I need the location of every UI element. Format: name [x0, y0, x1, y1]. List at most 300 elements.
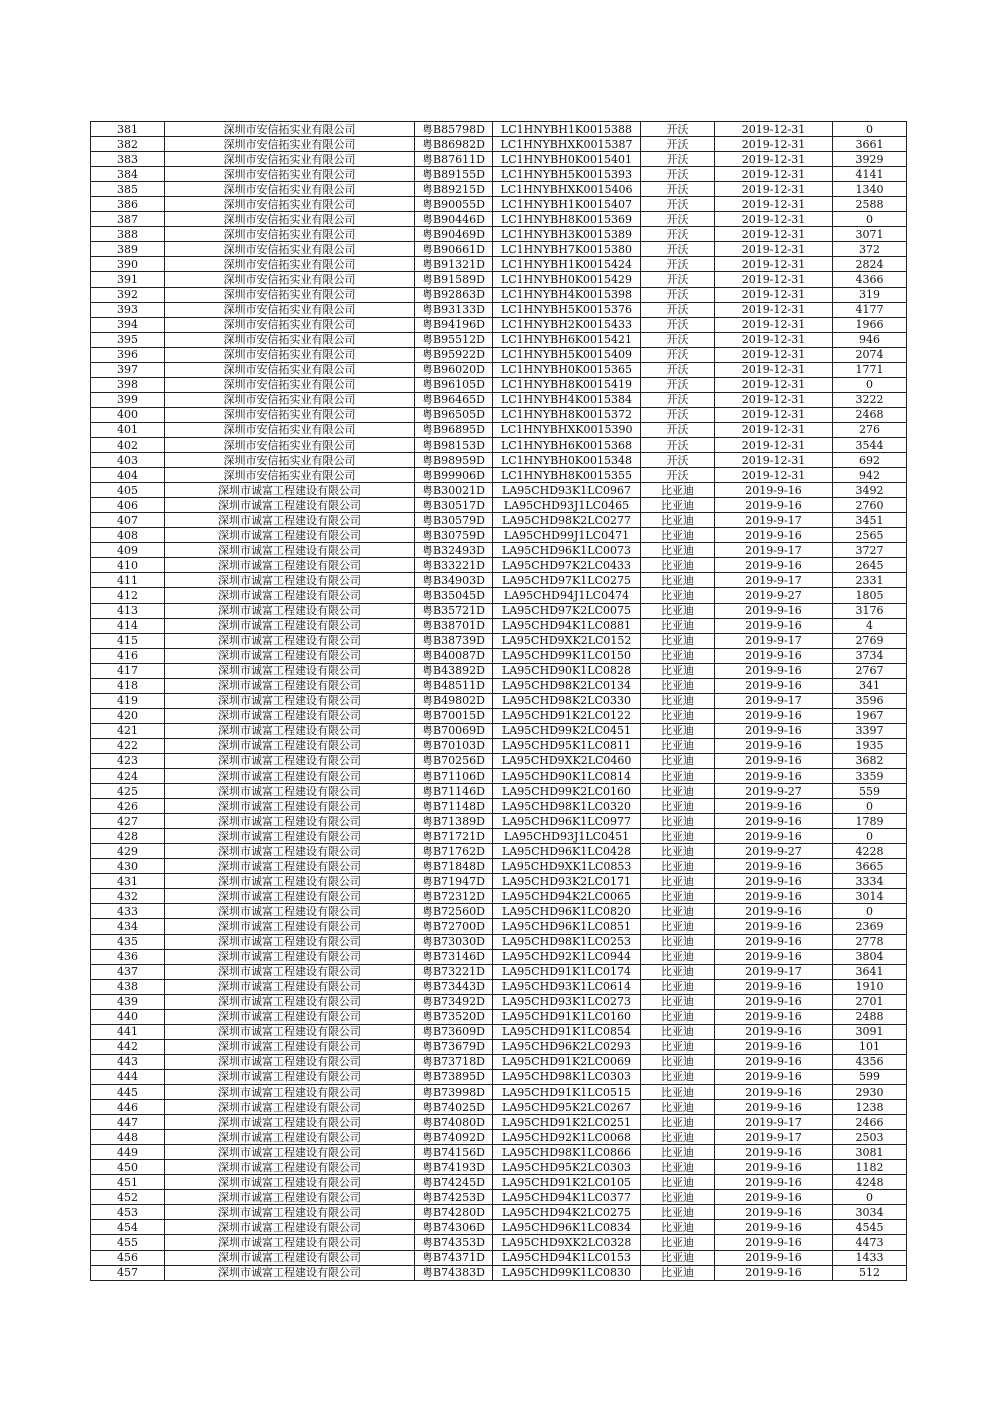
- date-cell: 2019-9-16: [715, 1205, 833, 1220]
- brand-cell: 比亚迪: [641, 784, 715, 799]
- value-cell: 1771: [833, 362, 907, 377]
- company-name-cell: 深圳市安信拓实业有限公司: [165, 122, 415, 137]
- brand-cell: 比亚迪: [641, 723, 715, 738]
- vin-cell: LA95CHD91K1LC0174: [493, 964, 641, 979]
- table-row: [91, 422, 907, 437]
- license-plate-cell: 粤B94196D: [415, 317, 493, 332]
- date-cell: 2019-9-16: [715, 1190, 833, 1205]
- row-number-cell: 457: [91, 1265, 165, 1280]
- value-cell: 942: [833, 468, 907, 483]
- company-name-cell: 深圳市诚富工程建设有限公司: [165, 663, 415, 678]
- company-name-cell: 深圳市诚富工程建设有限公司: [165, 1130, 415, 1145]
- value-cell: 372: [833, 242, 907, 257]
- company-name-cell: 深圳市安信拓实业有限公司: [165, 453, 415, 468]
- value-cell: 2767: [833, 663, 907, 678]
- company-name-cell: 深圳市安信拓实业有限公司: [165, 152, 415, 167]
- row-number-cell: 419: [91, 693, 165, 708]
- date-cell: 2019-12-31: [715, 137, 833, 152]
- row-number-cell: 435: [91, 934, 165, 949]
- company-name-cell: 深圳市诚富工程建设有限公司: [165, 964, 415, 979]
- license-plate-cell: 粤B35045D: [415, 588, 493, 603]
- date-cell: 2019-9-16: [715, 1145, 833, 1160]
- table-row: [91, 844, 907, 859]
- value-cell: 4: [833, 618, 907, 633]
- license-plate-cell: 粤B71762D: [415, 844, 493, 859]
- brand-cell: 比亚迪: [641, 573, 715, 588]
- date-cell: 2019-9-16: [715, 1175, 833, 1190]
- table-row: [91, 829, 907, 844]
- vehicle-records-table: [90, 121, 907, 1281]
- vin-cell: LA95CHD96K1LC0977: [493, 814, 641, 829]
- row-number-cell: 445: [91, 1085, 165, 1100]
- company-name-cell: 深圳市安信拓实业有限公司: [165, 242, 415, 257]
- company-name-cell: 深圳市安信拓实业有限公司: [165, 407, 415, 422]
- company-name-cell: 深圳市诚富工程建设有限公司: [165, 543, 415, 558]
- license-plate-cell: 粤B72700D: [415, 919, 493, 934]
- license-plate-cell: 粤B74025D: [415, 1100, 493, 1115]
- value-cell: 4248: [833, 1175, 907, 1190]
- table-row: [91, 302, 907, 317]
- license-plate-cell: 粤B90661D: [415, 242, 493, 257]
- license-plate-cell: 粤B74306D: [415, 1220, 493, 1235]
- vin-cell: LA95CHD98K1LC0866: [493, 1145, 641, 1160]
- license-plate-cell: 粤B95512D: [415, 332, 493, 347]
- license-plate-cell: 粤B71389D: [415, 814, 493, 829]
- vin-cell: LC1HNYBH7K0015380: [493, 242, 641, 257]
- value-cell: 1967: [833, 708, 907, 723]
- brand-cell: 比亚迪: [641, 829, 715, 844]
- company-name-cell: 深圳市安信拓实业有限公司: [165, 197, 415, 212]
- row-number-cell: 441: [91, 1024, 165, 1039]
- vin-cell: LA95CHD90K1LC0814: [493, 769, 641, 784]
- date-cell: 2019-12-31: [715, 197, 833, 212]
- license-plate-cell: 粤B96465D: [415, 392, 493, 407]
- table-row: [91, 1175, 907, 1190]
- date-cell: 2019-9-16: [715, 603, 833, 618]
- license-plate-cell: 粤B90055D: [415, 197, 493, 212]
- company-name-cell: 深圳市安信拓实业有限公司: [165, 227, 415, 242]
- value-cell: 1966: [833, 317, 907, 332]
- table-row: [91, 317, 907, 332]
- row-number-cell: 427: [91, 814, 165, 829]
- date-cell: 2019-12-31: [715, 468, 833, 483]
- value-cell: 2466: [833, 1115, 907, 1130]
- table-row: [91, 663, 907, 678]
- date-cell: 2019-9-27: [715, 844, 833, 859]
- brand-cell: 比亚迪: [641, 1190, 715, 1205]
- date-cell: 2019-12-31: [715, 377, 833, 392]
- license-plate-cell: 粤B73221D: [415, 964, 493, 979]
- license-plate-cell: 粤B73520D: [415, 1009, 493, 1024]
- row-number-cell: 399: [91, 392, 165, 407]
- company-name-cell: 深圳市安信拓实业有限公司: [165, 392, 415, 407]
- value-cell: 1805: [833, 588, 907, 603]
- row-number-cell: 409: [91, 543, 165, 558]
- brand-cell: 比亚迪: [641, 919, 715, 934]
- company-name-cell: 深圳市诚富工程建设有限公司: [165, 1069, 415, 1084]
- table-row: [91, 678, 907, 693]
- brand-cell: 比亚迪: [641, 994, 715, 1009]
- license-plate-cell: 粤B43892D: [415, 663, 493, 678]
- license-plate-cell: 粤B74092D: [415, 1130, 493, 1145]
- row-number-cell: 440: [91, 1009, 165, 1024]
- value-cell: 3929: [833, 152, 907, 167]
- row-number-cell: 411: [91, 573, 165, 588]
- company-name-cell: 深圳市诚富工程建设有限公司: [165, 708, 415, 723]
- row-number-cell: 437: [91, 964, 165, 979]
- date-cell: 2019-9-27: [715, 784, 833, 799]
- brand-cell: 比亚迪: [641, 603, 715, 618]
- table-row: [91, 167, 907, 182]
- date-cell: 2019-9-16: [715, 889, 833, 904]
- date-cell: 2019-9-17: [715, 964, 833, 979]
- row-number-cell: 456: [91, 1250, 165, 1265]
- row-number-cell: 446: [91, 1100, 165, 1115]
- brand-cell: 比亚迪: [641, 874, 715, 889]
- row-number-cell: 386: [91, 197, 165, 212]
- table-row: [91, 1009, 907, 1024]
- value-cell: 3034: [833, 1205, 907, 1220]
- date-cell: 2019-9-16: [715, 874, 833, 889]
- value-cell: 599: [833, 1069, 907, 1084]
- license-plate-cell: 粤B30579D: [415, 513, 493, 528]
- brand-cell: 比亚迪: [641, 1024, 715, 1039]
- vin-cell: LC1HNYBH0K0015429: [493, 272, 641, 287]
- value-cell: 2778: [833, 934, 907, 949]
- row-number-cell: 385: [91, 182, 165, 197]
- vin-cell: LA95CHD96K1LC0834: [493, 1220, 641, 1235]
- table-row: [91, 1054, 907, 1069]
- vin-cell: LA95CHD96K1LC0073: [493, 543, 641, 558]
- value-cell: 3359: [833, 769, 907, 784]
- brand-cell: 比亚迪: [641, 1115, 715, 1130]
- license-plate-cell: 粤B74371D: [415, 1250, 493, 1265]
- brand-cell: 开沃: [641, 227, 715, 242]
- row-number-cell: 400: [91, 407, 165, 422]
- license-plate-cell: 粤B91589D: [415, 272, 493, 287]
- company-name-cell: 深圳市诚富工程建设有限公司: [165, 994, 415, 1009]
- date-cell: 2019-12-31: [715, 302, 833, 317]
- company-name-cell: 深圳市安信拓实业有限公司: [165, 347, 415, 362]
- row-number-cell: 436: [91, 949, 165, 964]
- row-number-cell: 404: [91, 468, 165, 483]
- date-cell: 2019-9-16: [715, 1054, 833, 1069]
- date-cell: 2019-9-17: [715, 1130, 833, 1145]
- date-cell: 2019-9-16: [715, 859, 833, 874]
- value-cell: 4356: [833, 1054, 907, 1069]
- license-plate-cell: 粤B74353D: [415, 1235, 493, 1250]
- license-plate-cell: 粤B89215D: [415, 182, 493, 197]
- row-number-cell: 431: [91, 874, 165, 889]
- value-cell: 2074: [833, 347, 907, 362]
- vin-cell: LA95CHD9XK2LC0328: [493, 1235, 641, 1250]
- brand-cell: 开沃: [641, 167, 715, 182]
- row-number-cell: 451: [91, 1175, 165, 1190]
- value-cell: 2488: [833, 1009, 907, 1024]
- brand-cell: 比亚迪: [641, 1100, 715, 1115]
- brand-cell: 比亚迪: [641, 663, 715, 678]
- date-cell: 2019-9-17: [715, 633, 833, 648]
- company-name-cell: 深圳市诚富工程建设有限公司: [165, 1100, 415, 1115]
- date-cell: 2019-9-16: [715, 1085, 833, 1100]
- brand-cell: 比亚迪: [641, 859, 715, 874]
- company-name-cell: 深圳市诚富工程建设有限公司: [165, 633, 415, 648]
- table-row: [91, 453, 907, 468]
- vin-cell: LA95CHD95K2LC0303: [493, 1160, 641, 1175]
- table-row: [91, 347, 907, 362]
- value-cell: 3091: [833, 1024, 907, 1039]
- value-cell: 3734: [833, 648, 907, 663]
- value-cell: 4228: [833, 844, 907, 859]
- date-cell: 2019-9-16: [715, 949, 833, 964]
- company-name-cell: 深圳市诚富工程建设有限公司: [165, 904, 415, 919]
- company-name-cell: 深圳市安信拓实业有限公司: [165, 422, 415, 437]
- row-number-cell: 430: [91, 859, 165, 874]
- date-cell: 2019-9-16: [715, 1024, 833, 1039]
- value-cell: 2760: [833, 498, 907, 513]
- table-row: [91, 362, 907, 377]
- value-cell: 276: [833, 422, 907, 437]
- vin-cell: LC1HNYBH1K0015407: [493, 197, 641, 212]
- table-row: [91, 859, 907, 874]
- table-row: [91, 814, 907, 829]
- row-number-cell: 388: [91, 227, 165, 242]
- brand-cell: 开沃: [641, 392, 715, 407]
- vin-cell: LA95CHD9XK2LC0460: [493, 753, 641, 768]
- vin-cell: LC1HNYBH0K0015348: [493, 453, 641, 468]
- table-row: [91, 723, 907, 738]
- date-cell: 2019-9-16: [715, 1009, 833, 1024]
- license-plate-cell: 粤B72560D: [415, 904, 493, 919]
- value-cell: 2930: [833, 1085, 907, 1100]
- table-row: [91, 407, 907, 422]
- brand-cell: 开沃: [641, 137, 715, 152]
- table-row: [91, 934, 907, 949]
- brand-cell: 比亚迪: [641, 693, 715, 708]
- vin-cell: LA95CHD97K2LC0075: [493, 603, 641, 618]
- company-name-cell: 深圳市诚富工程建设有限公司: [165, 934, 415, 949]
- brand-cell: 比亚迪: [641, 904, 715, 919]
- license-plate-cell: 粤B71721D: [415, 829, 493, 844]
- brand-cell: 比亚迪: [641, 1009, 715, 1024]
- brand-cell: 比亚迪: [641, 1265, 715, 1280]
- row-number-cell: 401: [91, 422, 165, 437]
- vin-cell: LA95CHD94K2LC0065: [493, 889, 641, 904]
- date-cell: 2019-12-31: [715, 182, 833, 197]
- date-cell: 2019-12-31: [715, 152, 833, 167]
- row-number-cell: 415: [91, 633, 165, 648]
- table-row: [91, 1220, 907, 1235]
- company-name-cell: 深圳市诚富工程建设有限公司: [165, 1009, 415, 1024]
- table-row: [91, 633, 907, 648]
- row-number-cell: 395: [91, 332, 165, 347]
- value-cell: 1935: [833, 738, 907, 753]
- vin-cell: LA95CHD97K2LC0433: [493, 558, 641, 573]
- row-number-cell: 448: [91, 1130, 165, 1145]
- vin-cell: LA95CHD91K2LC0251: [493, 1115, 641, 1130]
- table-row: [91, 498, 907, 513]
- value-cell: 1238: [833, 1100, 907, 1115]
- license-plate-cell: 粤B96895D: [415, 422, 493, 437]
- date-cell: 2019-9-16: [715, 1069, 833, 1084]
- license-plate-cell: 粤B73998D: [415, 1085, 493, 1100]
- date-cell: 2019-9-16: [715, 498, 833, 513]
- table-row: [91, 1039, 907, 1054]
- table-row: [91, 1069, 907, 1084]
- table-row: [91, 693, 907, 708]
- value-cell: 3222: [833, 392, 907, 407]
- value-cell: 2769: [833, 633, 907, 648]
- vin-cell: LA95CHD91K1LC0854: [493, 1024, 641, 1039]
- vin-cell: LA95CHD99K1LC0830: [493, 1265, 641, 1280]
- date-cell: 2019-12-31: [715, 437, 833, 452]
- brand-cell: 比亚迪: [641, 753, 715, 768]
- table-row: [91, 1130, 907, 1145]
- value-cell: 4177: [833, 302, 907, 317]
- table-row: [91, 1100, 907, 1115]
- vin-cell: LA95CHD94K1LC0881: [493, 618, 641, 633]
- row-number-cell: 453: [91, 1205, 165, 1220]
- date-cell: 2019-9-16: [715, 919, 833, 934]
- value-cell: 2824: [833, 257, 907, 272]
- company-name-cell: 深圳市安信拓实业有限公司: [165, 257, 415, 272]
- brand-cell: 比亚迪: [641, 844, 715, 859]
- row-number-cell: 389: [91, 242, 165, 257]
- brand-cell: 比亚迪: [641, 1160, 715, 1175]
- date-cell: 2019-12-31: [715, 453, 833, 468]
- date-cell: 2019-9-16: [715, 994, 833, 1009]
- row-number-cell: 455: [91, 1235, 165, 1250]
- brand-cell: 比亚迪: [641, 1130, 715, 1145]
- license-plate-cell: 粤B40087D: [415, 648, 493, 663]
- row-number-cell: 383: [91, 152, 165, 167]
- value-cell: 0: [833, 1190, 907, 1205]
- row-number-cell: 442: [91, 1039, 165, 1054]
- license-plate-cell: 粤B85798D: [415, 122, 493, 137]
- license-plate-cell: 粤B96505D: [415, 407, 493, 422]
- company-name-cell: 深圳市安信拓实业有限公司: [165, 437, 415, 452]
- row-number-cell: 417: [91, 663, 165, 678]
- vin-cell: LA95CHD98K2LC0134: [493, 678, 641, 693]
- brand-cell: 开沃: [641, 347, 715, 362]
- company-name-cell: 深圳市诚富工程建设有限公司: [165, 1250, 415, 1265]
- date-cell: 2019-9-16: [715, 753, 833, 768]
- license-plate-cell: 粤B87611D: [415, 152, 493, 167]
- license-plate-cell: 粤B96105D: [415, 377, 493, 392]
- license-plate-cell: 粤B86982D: [415, 137, 493, 152]
- brand-cell: 开沃: [641, 182, 715, 197]
- row-number-cell: 413: [91, 603, 165, 618]
- brand-cell: 比亚迪: [641, 1085, 715, 1100]
- table-row: [91, 257, 907, 272]
- value-cell: 2468: [833, 407, 907, 422]
- value-cell: 2701: [833, 994, 907, 1009]
- table-row: [91, 1190, 907, 1205]
- date-cell: 2019-9-27: [715, 588, 833, 603]
- date-cell: 2019-9-16: [715, 769, 833, 784]
- value-cell: 512: [833, 1265, 907, 1280]
- value-cell: 4366: [833, 272, 907, 287]
- value-cell: 1182: [833, 1160, 907, 1175]
- brand-cell: 开沃: [641, 302, 715, 317]
- license-plate-cell: 粤B73146D: [415, 949, 493, 964]
- table-row: [91, 558, 907, 573]
- vin-cell: LA95CHD99K2LC0451: [493, 723, 641, 738]
- brand-cell: 比亚迪: [641, 498, 715, 513]
- table-row: [91, 1250, 907, 1265]
- table-row: [91, 919, 907, 934]
- value-cell: 3641: [833, 964, 907, 979]
- company-name-cell: 深圳市诚富工程建设有限公司: [165, 874, 415, 889]
- license-plate-cell: 粤B70069D: [415, 723, 493, 738]
- license-plate-cell: 粤B95922D: [415, 347, 493, 362]
- value-cell: 3492: [833, 483, 907, 498]
- company-name-cell: 深圳市诚富工程建设有限公司: [165, 949, 415, 964]
- company-name-cell: 深圳市诚富工程建设有限公司: [165, 723, 415, 738]
- license-plate-cell: 粤B30759D: [415, 528, 493, 543]
- date-cell: 2019-9-17: [715, 513, 833, 528]
- table-row: [91, 874, 907, 889]
- company-name-cell: 深圳市诚富工程建设有限公司: [165, 1024, 415, 1039]
- value-cell: 3071: [833, 227, 907, 242]
- row-number-cell: 410: [91, 558, 165, 573]
- row-number-cell: 414: [91, 618, 165, 633]
- date-cell: 2019-9-16: [715, 799, 833, 814]
- company-name-cell: 深圳市诚富工程建设有限公司: [165, 769, 415, 784]
- date-cell: 2019-9-16: [715, 904, 833, 919]
- brand-cell: 开沃: [641, 152, 715, 167]
- vin-cell: LC1HNYBH5K0015393: [493, 167, 641, 182]
- table-row: [91, 182, 907, 197]
- license-plate-cell: 粤B35721D: [415, 603, 493, 618]
- table-row: [91, 994, 907, 1009]
- brand-cell: 比亚迪: [641, 483, 715, 498]
- row-number-cell: 391: [91, 272, 165, 287]
- date-cell: 2019-9-16: [715, 528, 833, 543]
- company-name-cell: 深圳市诚富工程建设有限公司: [165, 558, 415, 573]
- license-plate-cell: 粤B93133D: [415, 302, 493, 317]
- vin-cell: LC1HNYBH8K0015355: [493, 468, 641, 483]
- table-row: [91, 377, 907, 392]
- company-name-cell: 深圳市诚富工程建设有限公司: [165, 513, 415, 528]
- value-cell: 3014: [833, 889, 907, 904]
- license-plate-cell: 粤B72312D: [415, 889, 493, 904]
- value-cell: 0: [833, 122, 907, 137]
- company-name-cell: 深圳市诚富工程建设有限公司: [165, 859, 415, 874]
- row-number-cell: 426: [91, 799, 165, 814]
- table-row: [91, 1265, 907, 1280]
- brand-cell: 比亚迪: [641, 558, 715, 573]
- value-cell: 2503: [833, 1130, 907, 1145]
- brand-cell: 开沃: [641, 212, 715, 227]
- value-cell: 0: [833, 799, 907, 814]
- value-cell: 3081: [833, 1145, 907, 1160]
- value-cell: 2645: [833, 558, 907, 573]
- company-name-cell: 深圳市诚富工程建设有限公司: [165, 528, 415, 543]
- vin-cell: LC1HNYBHXK0015390: [493, 422, 641, 437]
- license-plate-cell: 粤B48511D: [415, 678, 493, 693]
- table-row: [91, 799, 907, 814]
- license-plate-cell: 粤B71146D: [415, 784, 493, 799]
- row-number-cell: 392: [91, 287, 165, 302]
- vin-cell: LA95CHD92K1LC0068: [493, 1130, 641, 1145]
- row-number-cell: 381: [91, 122, 165, 137]
- vin-cell: LA95CHD93J1LC0465: [493, 498, 641, 513]
- company-name-cell: 深圳市诚富工程建设有限公司: [165, 1145, 415, 1160]
- value-cell: 2331: [833, 573, 907, 588]
- brand-cell: 比亚迪: [641, 618, 715, 633]
- value-cell: 0: [833, 829, 907, 844]
